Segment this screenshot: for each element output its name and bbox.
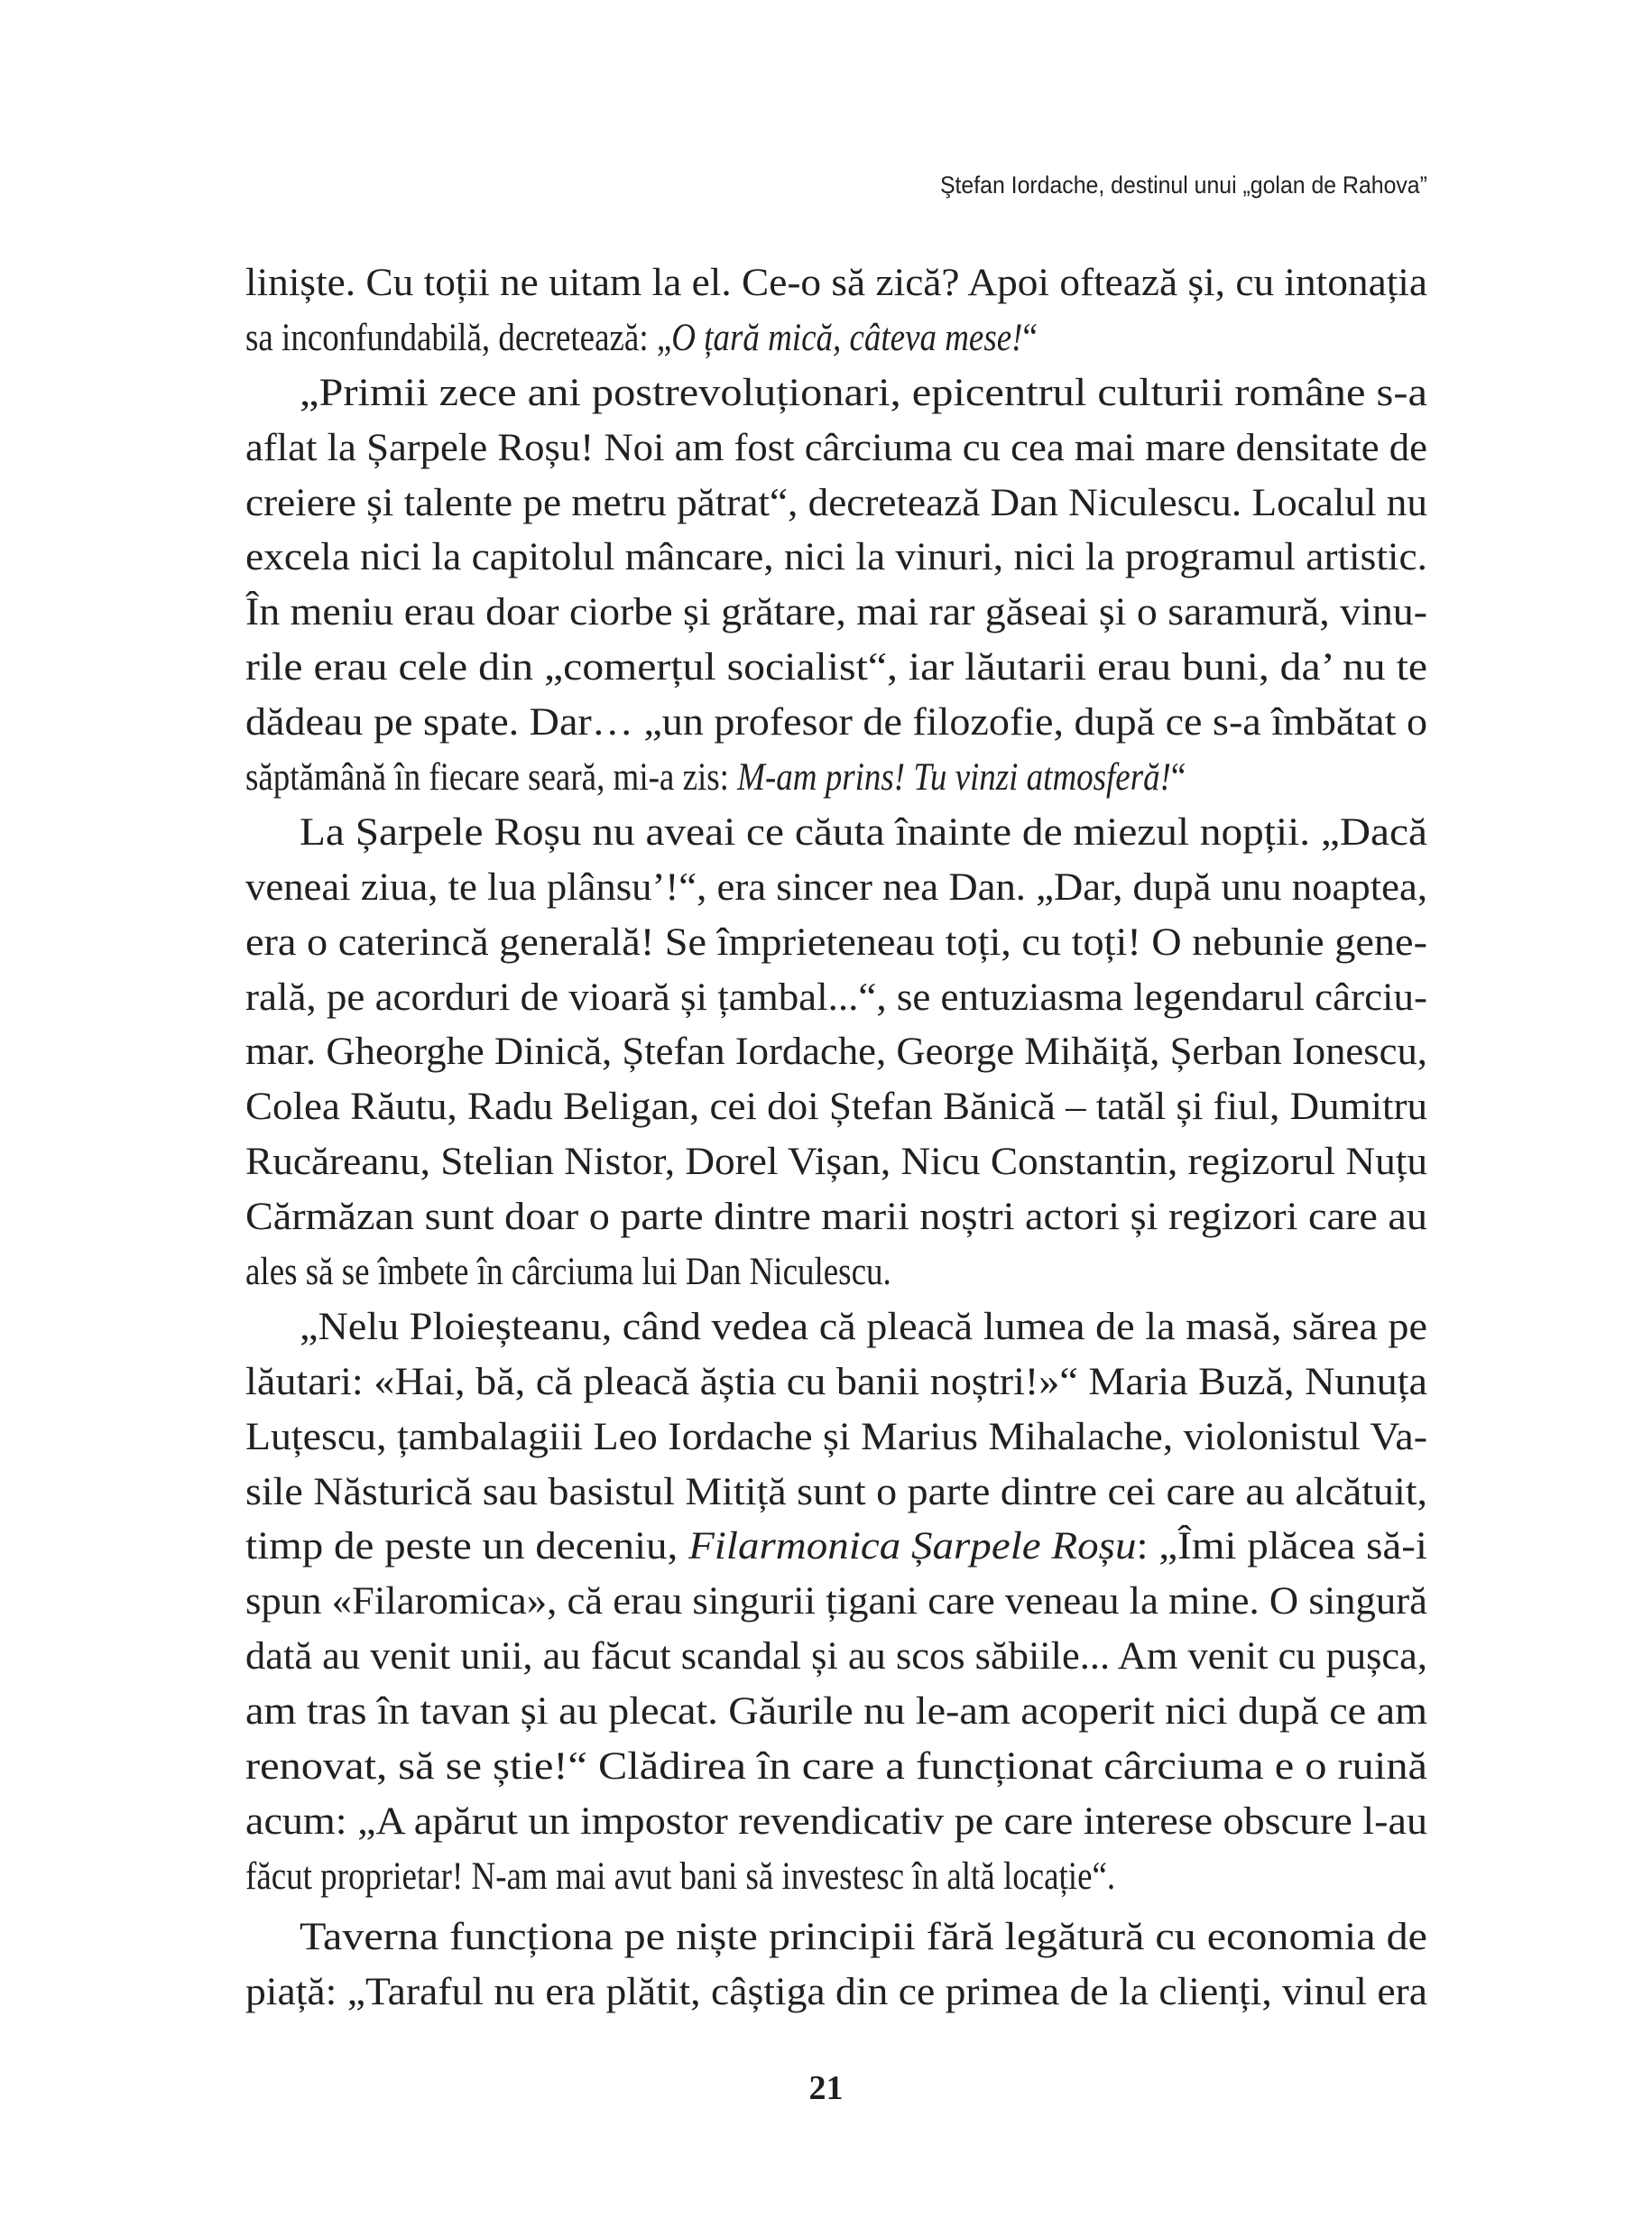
text-line: La Șarpele Roșu nu aveai ce căuta înainte de miezul nopții. „Dacă [300,810,1427,854]
text-line: timp de peste un deceniu, Filarmonica Șarpele Roșu: „Îmi plăcea să-i [245,1525,1427,1568]
text-line: creiere și talente pe metru pătrat“, decretează Dan Niculescu. Localul nu [245,481,1427,524]
text-line: piață: „Taraful nu era plătit, câștiga din ce primea de la clienți, vinul era [245,1970,1427,2013]
text-line: dădeau pe spate. Dar… „un profesor de filozofie, după ce s-a îmbătat o [245,701,1427,744]
body-text [245,256,1427,2021]
text-line: lăutari: «Hai, bă, că pleacă ăștia cu banii noștri!»“ Maria Buză, Nunuța [245,1360,1427,1403]
text-line: Taverna funcționa pe niște principii fără legătură cu economia de [300,1915,1427,1958]
text-line: ales să se îmbete în cârciuma lui Dan Niculescu. [245,1251,891,1294]
italic-quote: M-am prins! Tu vinzi atmosferă! [737,756,1171,800]
text-line: spun «Filaromica», că erau singurii țigani care veneau la mine. O singură [245,1580,1427,1623]
text-line: sile Năsturică sau basistul Mitiță sunt o parte dintre cei care au alcătuit, [245,1470,1427,1513]
text-line: era o caterincă generală! Se împrieteneau toți, cu toți! O nebunie gene- [245,920,1427,964]
text-line: Colea Răutu, Radu Beligan, cei doi Ștefan Bănică – tatăl și fiul, Dumitru [245,1086,1427,1129]
running-head: Ştefan Iordache, destinul unui „golan de Rahova” [940,171,1427,199]
text-line: rile erau cele din „comerțul socialist“, iar lăutarii erau buni, da’ nu te [245,646,1427,689]
text-line: rală, pe acorduri de vioară și țambal...“, se entuziasma legendarul cârciu- [245,976,1427,1019]
text-line: renovat, să se știe!“ Clădirea în care a funcționat cârciuma e o ruină [245,1745,1427,1789]
text-line: „Primii zece ani postrevoluționari, epicentrul culturii române s-a [300,371,1427,414]
page-number: 21 [808,2069,844,2107]
text-line: sa inconfundabilă, decretează: „O țară mică, câteva mese!“ [245,316,1038,359]
italic-quote: O țară mică, câteva mese! [671,316,1023,359]
text-line: excela nici la capitolul mâncare, nici la vinuri, nici la programul artistic. [245,536,1427,579]
text-line: aflat la Șarpele Roșu! Noi am fost cârciuma cu cea mai mare densitate de [245,426,1427,469]
text-line: veneai ziua, te lua plânsu’!“, era sincer nea Dan. „Dar, după unu noaptea, [245,865,1427,909]
text-line: am tras în tavan și au plecat. Găurile nu le-am acoperit nici după ce am [245,1690,1427,1734]
text-line: acum: „A apărut un impostor revendicativ pe care interese obscure l-au [245,1799,1427,1843]
text-line: Rucăreanu, Stelian Nistor, Dorel Vișan, Nicu Constantin, regizorul Nuțu [245,1141,1427,1184]
text-line: „Nelu Ploieșteanu, când vedea că pleacă lumea de la masă, sărea pe [300,1305,1427,1348]
text-line: săptămână în fiecare seară, mi-a zis: M-am prins! Tu vinzi atmosferă!“ [245,756,1186,800]
text-line: făcut proprietar! N-am mai avut bani să investesc în altă locație“. [245,1854,1116,1898]
text-line: mar. Gheorghe Dinică, Ștefan Iordache, George Mihăiță, Șerban Ionescu, [245,1031,1427,1074]
text-line: dată au venit unii, au făcut scandal și au scos săbiile... Am venit cu pușca, [245,1635,1427,1678]
text-line: În meniu erau doar ciorbe și grătare, mai rar găseai și o saramură, vinu- [245,591,1427,634]
text-line: Cărmăzan sunt doar o parte dintre marii noștri actori și regizori care au [245,1196,1427,1239]
text-line: Luțescu, țambalagiii Leo Iordache și Marius Mihalache, violonistul Va- [245,1415,1427,1458]
italic-title: Filarmonica Șarpele Roșu [688,1525,1137,1568]
text-line: liniște. Cu toții ne uitam la el. Ce-o să zică? Apoi oftează și, cu intonația [245,262,1427,304]
